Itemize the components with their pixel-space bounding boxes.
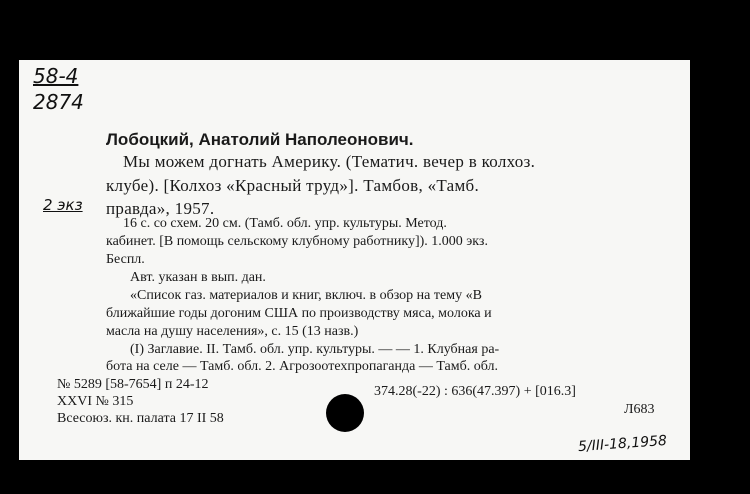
title-line-1: Мы можем догнать Америку. (Тематич. вечер в колхоз. <box>123 152 536 171</box>
subject-line-1: (I) Заглавие. II. Тамб. обл. упр. культуры. — — 1. Клубная ра- <box>130 342 500 357</box>
record-number: № 5289 [58-7654] п 24-12 <box>57 377 209 392</box>
classification-index: 374.28(-22) : 636(47.397) + [016.3] <box>374 384 576 399</box>
physical-line-2: кабинет. [В помощь сельскому клубному работнику]). 1.000 экз. <box>106 234 488 249</box>
note-line-4: масла на душу населения», с. 15 (13 назв.) <box>106 324 359 339</box>
subject-line-2: бота на селе — Тамб. обл. 2. Агрозоотехпропаганда — Тамб. обл. <box>106 359 499 374</box>
handwritten-date: 5/III-18,1958 <box>577 432 668 456</box>
series-number: XXVI № 315 <box>57 394 134 409</box>
note-line-2: «Список газ. материалов и книг, включ. в обзор на тему «В <box>130 288 482 303</box>
ink-blot <box>326 394 364 432</box>
note-line-3: ближайшие годы догоним США по производству мяса, молока и <box>106 306 492 321</box>
title-line-3: правда», 1957. <box>106 199 215 218</box>
author-heading: Лобоцкий, Анатолий Наполеонович. <box>106 130 414 149</box>
handwritten-number: 2874 <box>33 90 84 114</box>
classification-code: Л683 <box>624 402 655 417</box>
physical-line-3: Беспл. <box>106 252 145 267</box>
handwritten-code: 58-4 <box>33 64 79 88</box>
note-line-1: Авт. указан в вып. дан. <box>130 270 266 285</box>
handwritten-copies: 2 экз <box>43 196 83 214</box>
physical-line-1: 16 с. со схем. 20 см. (Тамб. обл. упр. культуры. Метод. <box>123 216 447 231</box>
title-line-2: клубе). [Колхоз «Красный труд»]. Тамбов, «Тамб. <box>106 176 480 195</box>
chamber-stamp-text: Всесоюз. кн. палата 17 II 58 <box>57 411 224 426</box>
